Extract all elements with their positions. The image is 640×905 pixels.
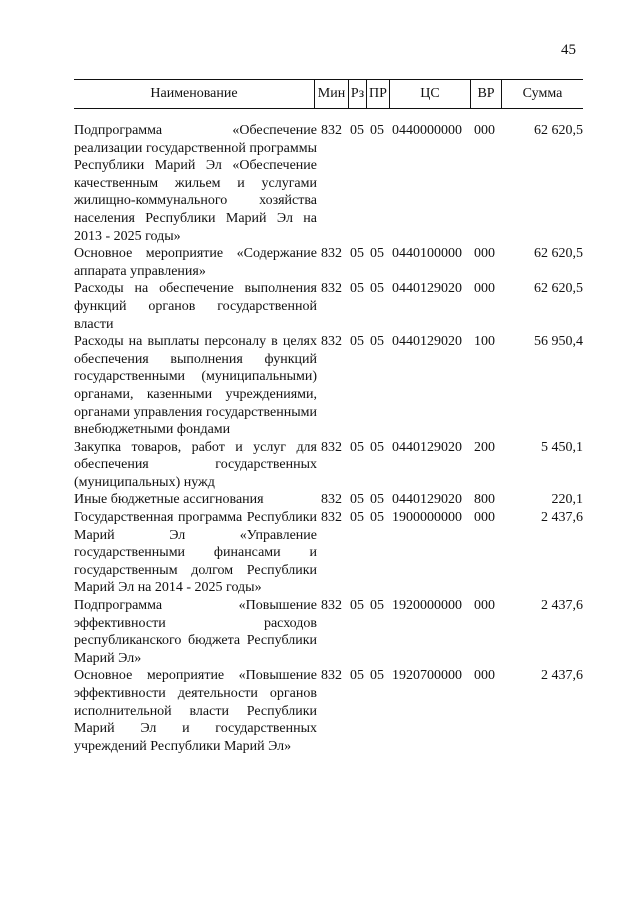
row-cs: 0440129020 bbox=[392, 281, 462, 297]
budget-table-body bbox=[74, 122, 583, 755]
row-rz: 05 bbox=[350, 668, 364, 684]
header-vr: ВР bbox=[477, 86, 495, 101]
table-row bbox=[74, 280, 583, 333]
row-pr: 05 bbox=[370, 598, 384, 614]
row-pr: 05 bbox=[370, 281, 384, 297]
row-cs: 0440100000 bbox=[392, 246, 462, 262]
row-sum: 62 620,5 bbox=[534, 246, 583, 262]
row-vr: 200 bbox=[474, 439, 495, 455]
row-min: 832 bbox=[321, 123, 342, 138]
row-min: 832 bbox=[321, 246, 342, 262]
row-rz: 05 bbox=[350, 492, 364, 508]
table-row bbox=[74, 333, 583, 439]
row-rz: 05 bbox=[350, 598, 364, 614]
header-rz: Рз bbox=[350, 86, 365, 101]
row-rz: 05 bbox=[350, 510, 364, 526]
row-rz: 05 bbox=[350, 439, 364, 455]
row-cs: 0440129020 bbox=[392, 439, 462, 455]
row-rz: 05 bbox=[350, 334, 364, 350]
row-vr: 000 bbox=[474, 123, 495, 138]
row-name: Государственная программа Республики Марий Эл «Управление государственными финансами и государственным долгом Республики Марий Эл на 2014 - 2025 годы» bbox=[74, 510, 317, 596]
row-vr: 000 bbox=[474, 598, 495, 614]
row-pr: 05 bbox=[370, 334, 384, 350]
header-pr: ПР bbox=[369, 86, 387, 101]
row-sum: 2 437,6 bbox=[541, 598, 583, 614]
row-cs: 1920000000 bbox=[392, 598, 462, 614]
row-pr: 05 bbox=[370, 123, 384, 138]
row-rz: 05 bbox=[350, 281, 364, 297]
row-name: Расходы на выплаты персоналу в целях обеспечения выполнения функций государственными (муниципальными) органами, казенными учреждениями, органами управления государственными внебюджетными фондами bbox=[74, 334, 317, 438]
page-number: 45 bbox=[561, 42, 576, 58]
row-pr: 05 bbox=[370, 246, 384, 262]
row-sum: 56 950,4 bbox=[534, 334, 583, 350]
row-pr: 05 bbox=[370, 439, 384, 455]
row-min: 832 bbox=[321, 668, 342, 684]
row-min: 832 bbox=[321, 439, 342, 455]
row-name: Подпрограмма «Обеспечение реализации государственной программы Республики Марий Эл «Обеспечение качественным жильем и услугами жилищно-коммунального хозяйства населения Республики Марий Эл на 2013 - 2025 годы» bbox=[74, 123, 317, 244]
row-name: Иные бюджетные ассигнования bbox=[74, 492, 264, 508]
row-vr: 000 bbox=[474, 281, 495, 297]
row-vr: 800 bbox=[474, 492, 495, 508]
row-rz: 05 bbox=[350, 123, 364, 138]
header-min: Мин bbox=[317, 86, 346, 101]
row-name: Закупка товаров, работ и услуг для обеспечения государственных (муниципальных) нужд bbox=[74, 439, 317, 490]
row-min: 832 bbox=[321, 598, 342, 614]
row-cs: 1920700000 bbox=[392, 668, 462, 684]
row-min: 832 bbox=[321, 492, 342, 508]
row-pr: 05 bbox=[370, 492, 384, 508]
table-row bbox=[74, 597, 583, 667]
row-name: Расходы на обеспечение выполнения функций органов государственной власти bbox=[74, 281, 317, 332]
row-name: Основное мероприятие «Повышение эффективности деятельности органов исполнительной власти Республики Марий Эл и государственных учреждений Республики Марий Эл» bbox=[74, 668, 317, 754]
table-row bbox=[74, 491, 583, 509]
row-pr: 05 bbox=[370, 668, 384, 684]
row-min: 832 bbox=[321, 334, 342, 350]
row-pr: 05 bbox=[370, 510, 384, 526]
table-row bbox=[74, 667, 583, 755]
header-cs: ЦС bbox=[420, 86, 440, 101]
row-name: Подпрограмма «Повышение эффективности расходов республиканского бюджета Республики Марий Эл» bbox=[74, 598, 317, 666]
table-row bbox=[74, 439, 583, 492]
row-cs: 0440129020 bbox=[392, 334, 462, 350]
row-name: Основное мероприятие «Содержание аппарата управления» bbox=[74, 246, 317, 279]
header-name: Наименование bbox=[150, 86, 238, 101]
row-vr: 000 bbox=[474, 510, 495, 526]
row-cs: 0440129020 bbox=[392, 492, 462, 508]
row-vr: 000 bbox=[474, 246, 495, 262]
row-sum: 5 450,1 bbox=[541, 439, 583, 455]
row-vr: 100 bbox=[474, 334, 495, 350]
row-cs: 0440000000 bbox=[392, 123, 462, 138]
table-header bbox=[74, 79, 583, 109]
row-min: 832 bbox=[321, 281, 342, 297]
row-sum: 2 437,6 bbox=[541, 668, 583, 684]
row-rz: 05 bbox=[350, 246, 364, 262]
row-cs: 1900000000 bbox=[392, 510, 462, 526]
row-sum: 220,1 bbox=[551, 492, 583, 508]
row-sum: 62 620,5 bbox=[534, 281, 583, 297]
row-sum: 62 620,5 bbox=[534, 123, 583, 138]
header-sum: Сумма bbox=[522, 86, 563, 101]
table-row bbox=[74, 509, 583, 597]
row-sum: 2 437,6 bbox=[541, 510, 583, 526]
table-row bbox=[74, 122, 583, 245]
table-row bbox=[74, 245, 583, 280]
row-vr: 000 bbox=[474, 668, 495, 684]
row-min: 832 bbox=[321, 510, 342, 526]
